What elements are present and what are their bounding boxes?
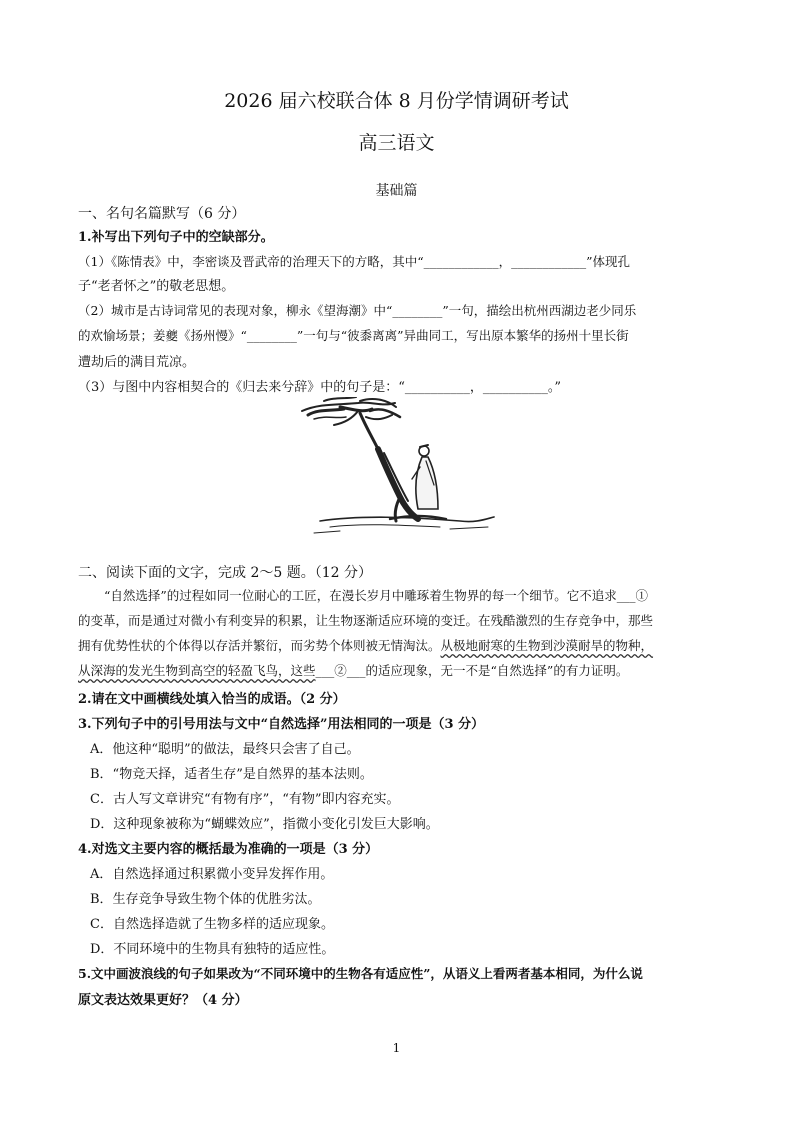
exam-title: 2026 届六校联合体 8 月份学情调研考试	[224, 90, 569, 112]
section-label: 基础篇	[375, 183, 418, 199]
q4-option-c: C．自然选择造就了生物多样的适应现象。	[90, 917, 334, 932]
q4-option-d: D．不同环境中的生物具有独特的适应性。	[90, 942, 335, 957]
q3-option-d: D．这种现象被称为“蝴蝶效应”，指微小变化引发巨大影响。	[90, 817, 439, 832]
q3-stem: 3.下列句子中的引号用法与文中“自然选择”用法相同的一项是（3 分）	[78, 717, 485, 732]
scholar-under-pine-illustration	[300, 397, 495, 542]
passage-line4	[78, 661, 628, 679]
passage-wavy-sentence-part2: 从深海的发光生物到高空的轻盈飞鸟，这些	[78, 663, 316, 678]
q4-option-a: A．自然选择通过积累微小变异发挥作用。	[90, 867, 334, 882]
passage-blank-2: ___②___	[315, 663, 366, 678]
q4-option-b: B．生存竞争导致生物个体的优胜劣汰。	[90, 892, 321, 907]
passage-line2: 的变革，而是通过对微小有利变异的积累，让生物逐渐适应环境的变迁。在残酷激烈的生存竞争中，那些	[78, 613, 654, 628]
q1-item2-line2: 的欢愉场景；姜夔《扬州慢》“________”一句与“彼黍离离”异曲同工，写出原本繁华的扬州十里长街	[78, 328, 629, 343]
q1-item1-line2: 子“老者怀之”的敬老思想。	[78, 279, 235, 294]
q1-item2-line1: （2）城市是古诗词常见的表现对象，柳永《望海潮》中“________”一句，描绘出杭州西湖边老少同乐	[78, 303, 637, 318]
q2-stem: 2.请在文中画横线处填入恰当的成语。（2 分）	[78, 692, 346, 707]
q1-item3-line1: （3）与图中内容相契合的《归去来兮辞》中的句子是：“__________，__________。”	[78, 380, 562, 395]
q4-stem: 4.对选文主要内容的概括最为准确的一项是（3 分）	[78, 842, 379, 857]
passage-wavy-sentence-part1: 从极地耐寒的生物到沙漠耐旱的物种，	[440, 638, 654, 653]
passage-line1: “自然选择”的过程如同一位耐心的工匠，在漫长岁月中雕琢着生物界的每一个细节。它不追求___①	[104, 588, 649, 603]
passage-line4-tail: 的适应现象，无一不是“自然选择”的有力证明。	[365, 663, 629, 678]
page-number: 1	[392, 1041, 401, 1055]
q5-stem-line2: 原文表达效果更好？（4 分）	[78, 993, 248, 1008]
passage-line3	[78, 636, 653, 654]
q1-item1-line1: （1）《陈情表》中，李密谈及晋武帝的治理天下的方略，其中“____________，____________”体现孔	[78, 254, 630, 269]
q1-stem: 1.补写出下列句子中的空缺部分。	[78, 230, 274, 245]
part1-heading: 一、名句名篇默写（6 分）	[78, 206, 246, 222]
exam-subject: 高三语文	[358, 132, 435, 154]
q5-stem-line1: 5.文中画波浪线的句子如果改为“不同环境中的生物各有适应性”，从语义上看两者基本相同，为什么说	[78, 966, 643, 981]
q3-option-c: C．古人写文章讲究“有物有序”，“有物”即内容充实。	[90, 792, 400, 807]
q3-option-a: A．他这种“聪明”的做法，最终只会害了自己。	[90, 742, 360, 757]
q3-option-b: B．“物竞天择，适者生存”是自然界的基本法则。	[90, 767, 373, 782]
part2-heading: 二、阅读下面的文字，完成 2～5 题。（12 分）	[78, 565, 372, 581]
passage-line3-text: 拥有优势性状的个体得以存活并繁衍，而劣势个体则被无情淘汰。	[78, 638, 441, 653]
q1-item2-line3: 遭劫后的满目荒凉。	[78, 355, 196, 370]
